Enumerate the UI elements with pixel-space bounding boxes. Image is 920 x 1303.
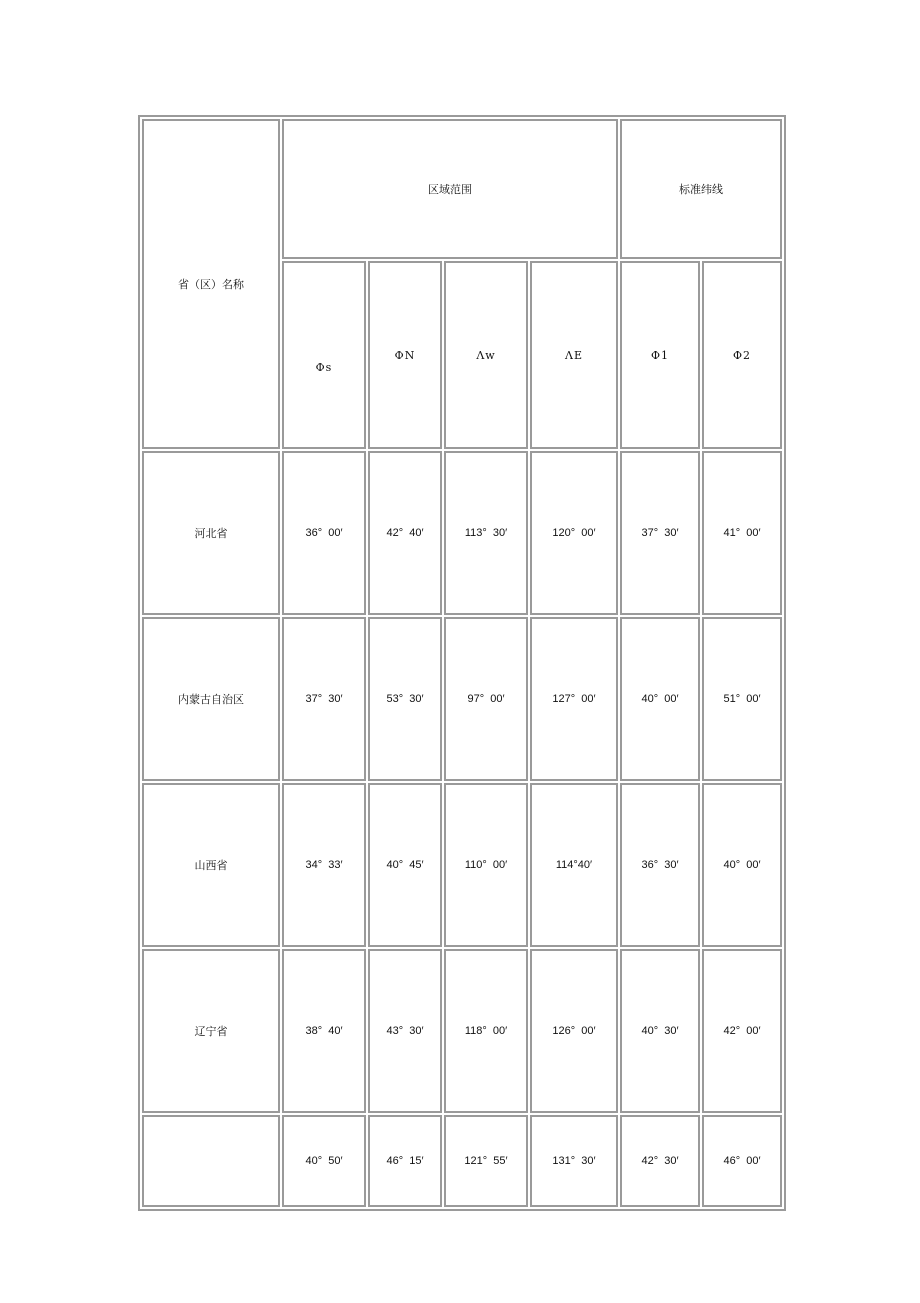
province-name: 内蒙古自治区 bbox=[142, 617, 280, 781]
cell-phi-s: 40° 50′ bbox=[282, 1115, 366, 1207]
cell-lambda-e: 126° 00′ bbox=[530, 949, 618, 1113]
province-header: 省（区）名称 bbox=[142, 119, 280, 449]
table-row bbox=[142, 783, 782, 947]
province-name: 辽宁省 bbox=[142, 949, 280, 1113]
cell-phi-n: 42° 40′ bbox=[368, 451, 442, 615]
cell-phi-1: 37° 30′ bbox=[620, 451, 700, 615]
table-row bbox=[142, 1115, 782, 1207]
subheader-phi-1: Φ1 bbox=[620, 261, 700, 449]
cell-lambda-e: 131° 30′ bbox=[530, 1115, 618, 1207]
cell-phi-1: 36° 30′ bbox=[620, 783, 700, 947]
province-name: 山西省 bbox=[142, 783, 280, 947]
cell-phi-n: 40° 45′ bbox=[368, 783, 442, 947]
table-row bbox=[142, 617, 782, 781]
cell-lambda-w: 118° 00′ bbox=[444, 949, 528, 1113]
cell-lambda-w: 110° 00′ bbox=[444, 783, 528, 947]
cell-phi-2: 42° 00′ bbox=[702, 949, 782, 1113]
standard-parallels-header: 标准纬线 bbox=[620, 119, 782, 259]
projection-parameters-table bbox=[138, 115, 786, 1211]
subheader-phi-s: Φs bbox=[282, 261, 366, 449]
cell-phi-s: 36° 00′ bbox=[282, 451, 366, 615]
cell-phi-s: 34° 33′ bbox=[282, 783, 366, 947]
cell-phi-s: 37° 30′ bbox=[282, 617, 366, 781]
header-row-1 bbox=[142, 119, 782, 259]
cell-phi-2: 41° 00′ bbox=[702, 451, 782, 615]
cell-lambda-w: 97° 00′ bbox=[444, 617, 528, 781]
cell-phi-n: 46° 15′ bbox=[368, 1115, 442, 1207]
cell-phi-2: 51° 00′ bbox=[702, 617, 782, 781]
cell-lambda-e: 114°40′ bbox=[530, 783, 618, 947]
table-row bbox=[142, 451, 782, 615]
cell-phi-1: 42° 30′ bbox=[620, 1115, 700, 1207]
cell-lambda-w: 113° 30′ bbox=[444, 451, 528, 615]
cell-phi-2: 46° 00′ bbox=[702, 1115, 782, 1207]
province-name bbox=[142, 1115, 280, 1207]
cell-phi-1: 40° 00′ bbox=[620, 617, 700, 781]
cell-lambda-e: 120° 00′ bbox=[530, 451, 618, 615]
cell-phi-1: 40° 30′ bbox=[620, 949, 700, 1113]
cell-lambda-e: 127° 00′ bbox=[530, 617, 618, 781]
province-name: 河北省 bbox=[142, 451, 280, 615]
table-row bbox=[142, 949, 782, 1113]
cell-phi-s: 38° 40′ bbox=[282, 949, 366, 1113]
cell-phi-n: 43° 30′ bbox=[368, 949, 442, 1113]
cell-lambda-w: 121° 55′ bbox=[444, 1115, 528, 1207]
subheader-lambda-e: ΛE bbox=[530, 261, 618, 449]
subheader-lambda-w: Λw bbox=[444, 261, 528, 449]
cell-phi-n: 53° 30′ bbox=[368, 617, 442, 781]
region-range-header: 区域范围 bbox=[282, 119, 618, 259]
subheader-phi-n: ΦN bbox=[368, 261, 442, 449]
subheader-phi-2: Φ2 bbox=[702, 261, 782, 449]
cell-phi-2: 40° 00′ bbox=[702, 783, 782, 947]
